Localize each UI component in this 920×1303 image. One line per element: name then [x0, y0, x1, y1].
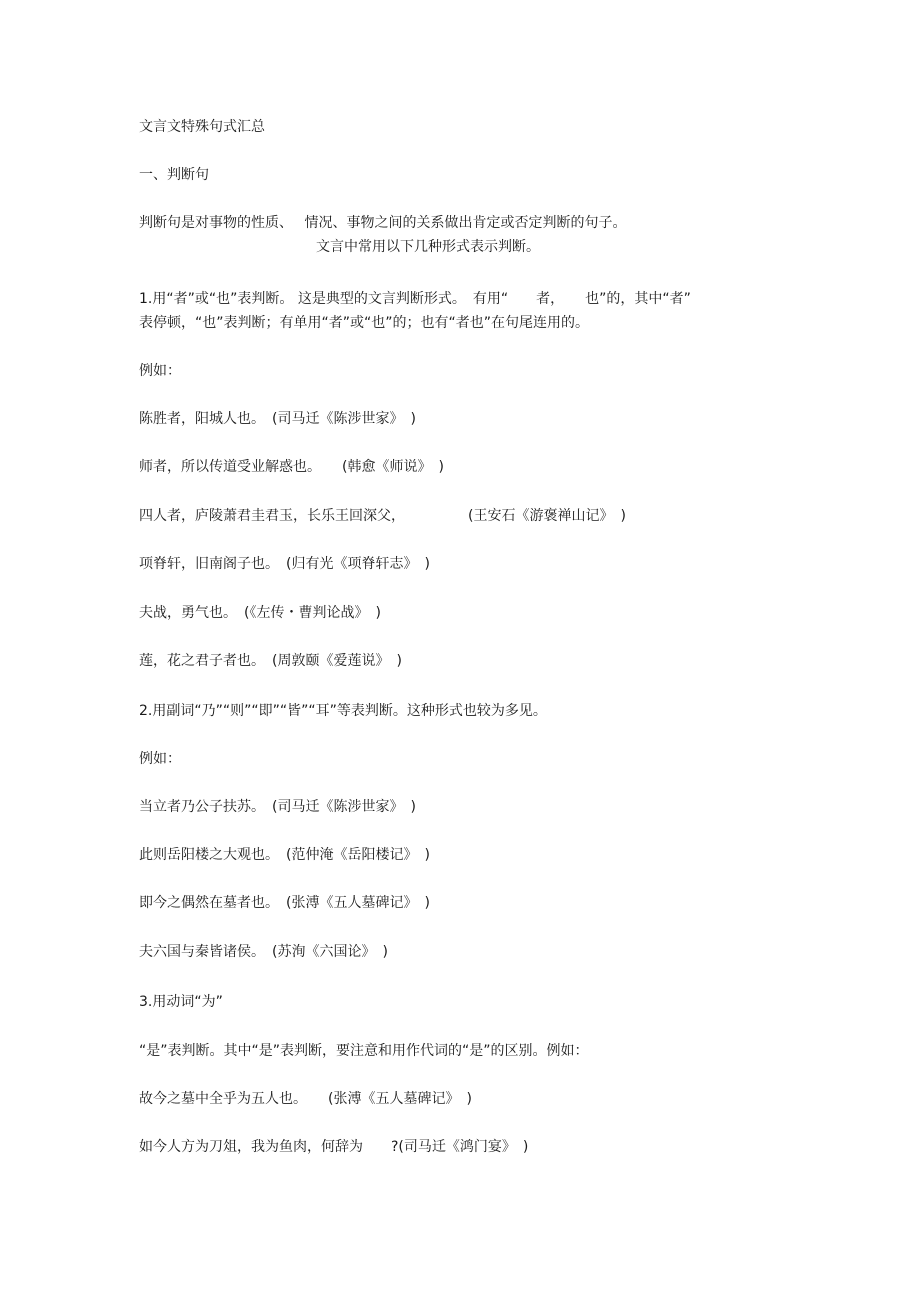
example-sentence: 四人者，庐陵萧君圭君玉，长乐王回深父， (王安石《游褒禅山记》 ): [139, 508, 626, 524]
example-sentence: 夫六国与秦皆诸侯。 (苏洵《六国论》 ): [139, 944, 388, 960]
example-sentence: 师者，所以传道受业解惑也。 (韩愈《师说》 ): [139, 459, 444, 475]
example-sentence: 夫战，勇气也。 (《左传・曹判论战》 ): [139, 605, 381, 621]
rule-2: 2.用副词“乃”“则”“即”“皆”“耳”等表判断。这种形式也较为多见。: [139, 703, 547, 719]
rule-3-heading: 3.用动词“为”: [139, 994, 223, 1010]
rule-1-line-2: 表停顿，“也”表判断；有单用“者”或“也”的；也有“者也”在句尾连用的。: [139, 315, 590, 331]
example-sentence: 如今人方为刀俎，我为鱼肉，何辞为 ?(司马迁《鸿门宴》 ): [139, 1139, 529, 1155]
example-label: 例如：: [139, 751, 181, 767]
example-sentence: 项脊轩，旧南阁子也。 (归有光《项脊轩志》 ): [139, 556, 430, 572]
example-sentence: 当立者乃公子扶苏。 (司马迁《陈涉世家》 ): [139, 799, 416, 815]
example-sentence: 莲，花之君子者也。 (周敦颐《爱莲说》 ): [139, 653, 402, 669]
intro-text-line-2: 文言中常用以下几种形式表示判断。: [316, 239, 540, 255]
section-heading: 一、判断句: [139, 167, 209, 183]
example-sentence: 即今之偶然在墓者也。 (张溥《五人墓碑记》 ): [139, 895, 430, 911]
rule-1-line-1: 1.用“者”或“也”表判断。 这是典型的文言判断形式。 有用“ 者， 也”的，其中“者”: [139, 291, 691, 307]
example-sentence: 故今之墓中全乎为五人也。 (张溥《五人墓碑记》 ): [139, 1091, 472, 1107]
example-sentence: 此则岳阳楼之大观也。 (范仲淹《岳阳楼记》 ): [139, 847, 430, 863]
example-sentence: 陈胜者，阳城人也。 (司马迁《陈涉世家》 ): [139, 411, 416, 427]
example-label: 例如：: [139, 363, 181, 379]
document-title: 文言文特殊句式汇总: [139, 119, 265, 135]
rule-3-text: “是”表判断。其中“是”表判断，要注意和用作代词的“是”的区别。例如：: [139, 1043, 589, 1059]
intro-text-line-1: 判断句是对事物的性质、 情况、事物之间的关系做出肯定或否定判断的句子。: [139, 215, 627, 231]
